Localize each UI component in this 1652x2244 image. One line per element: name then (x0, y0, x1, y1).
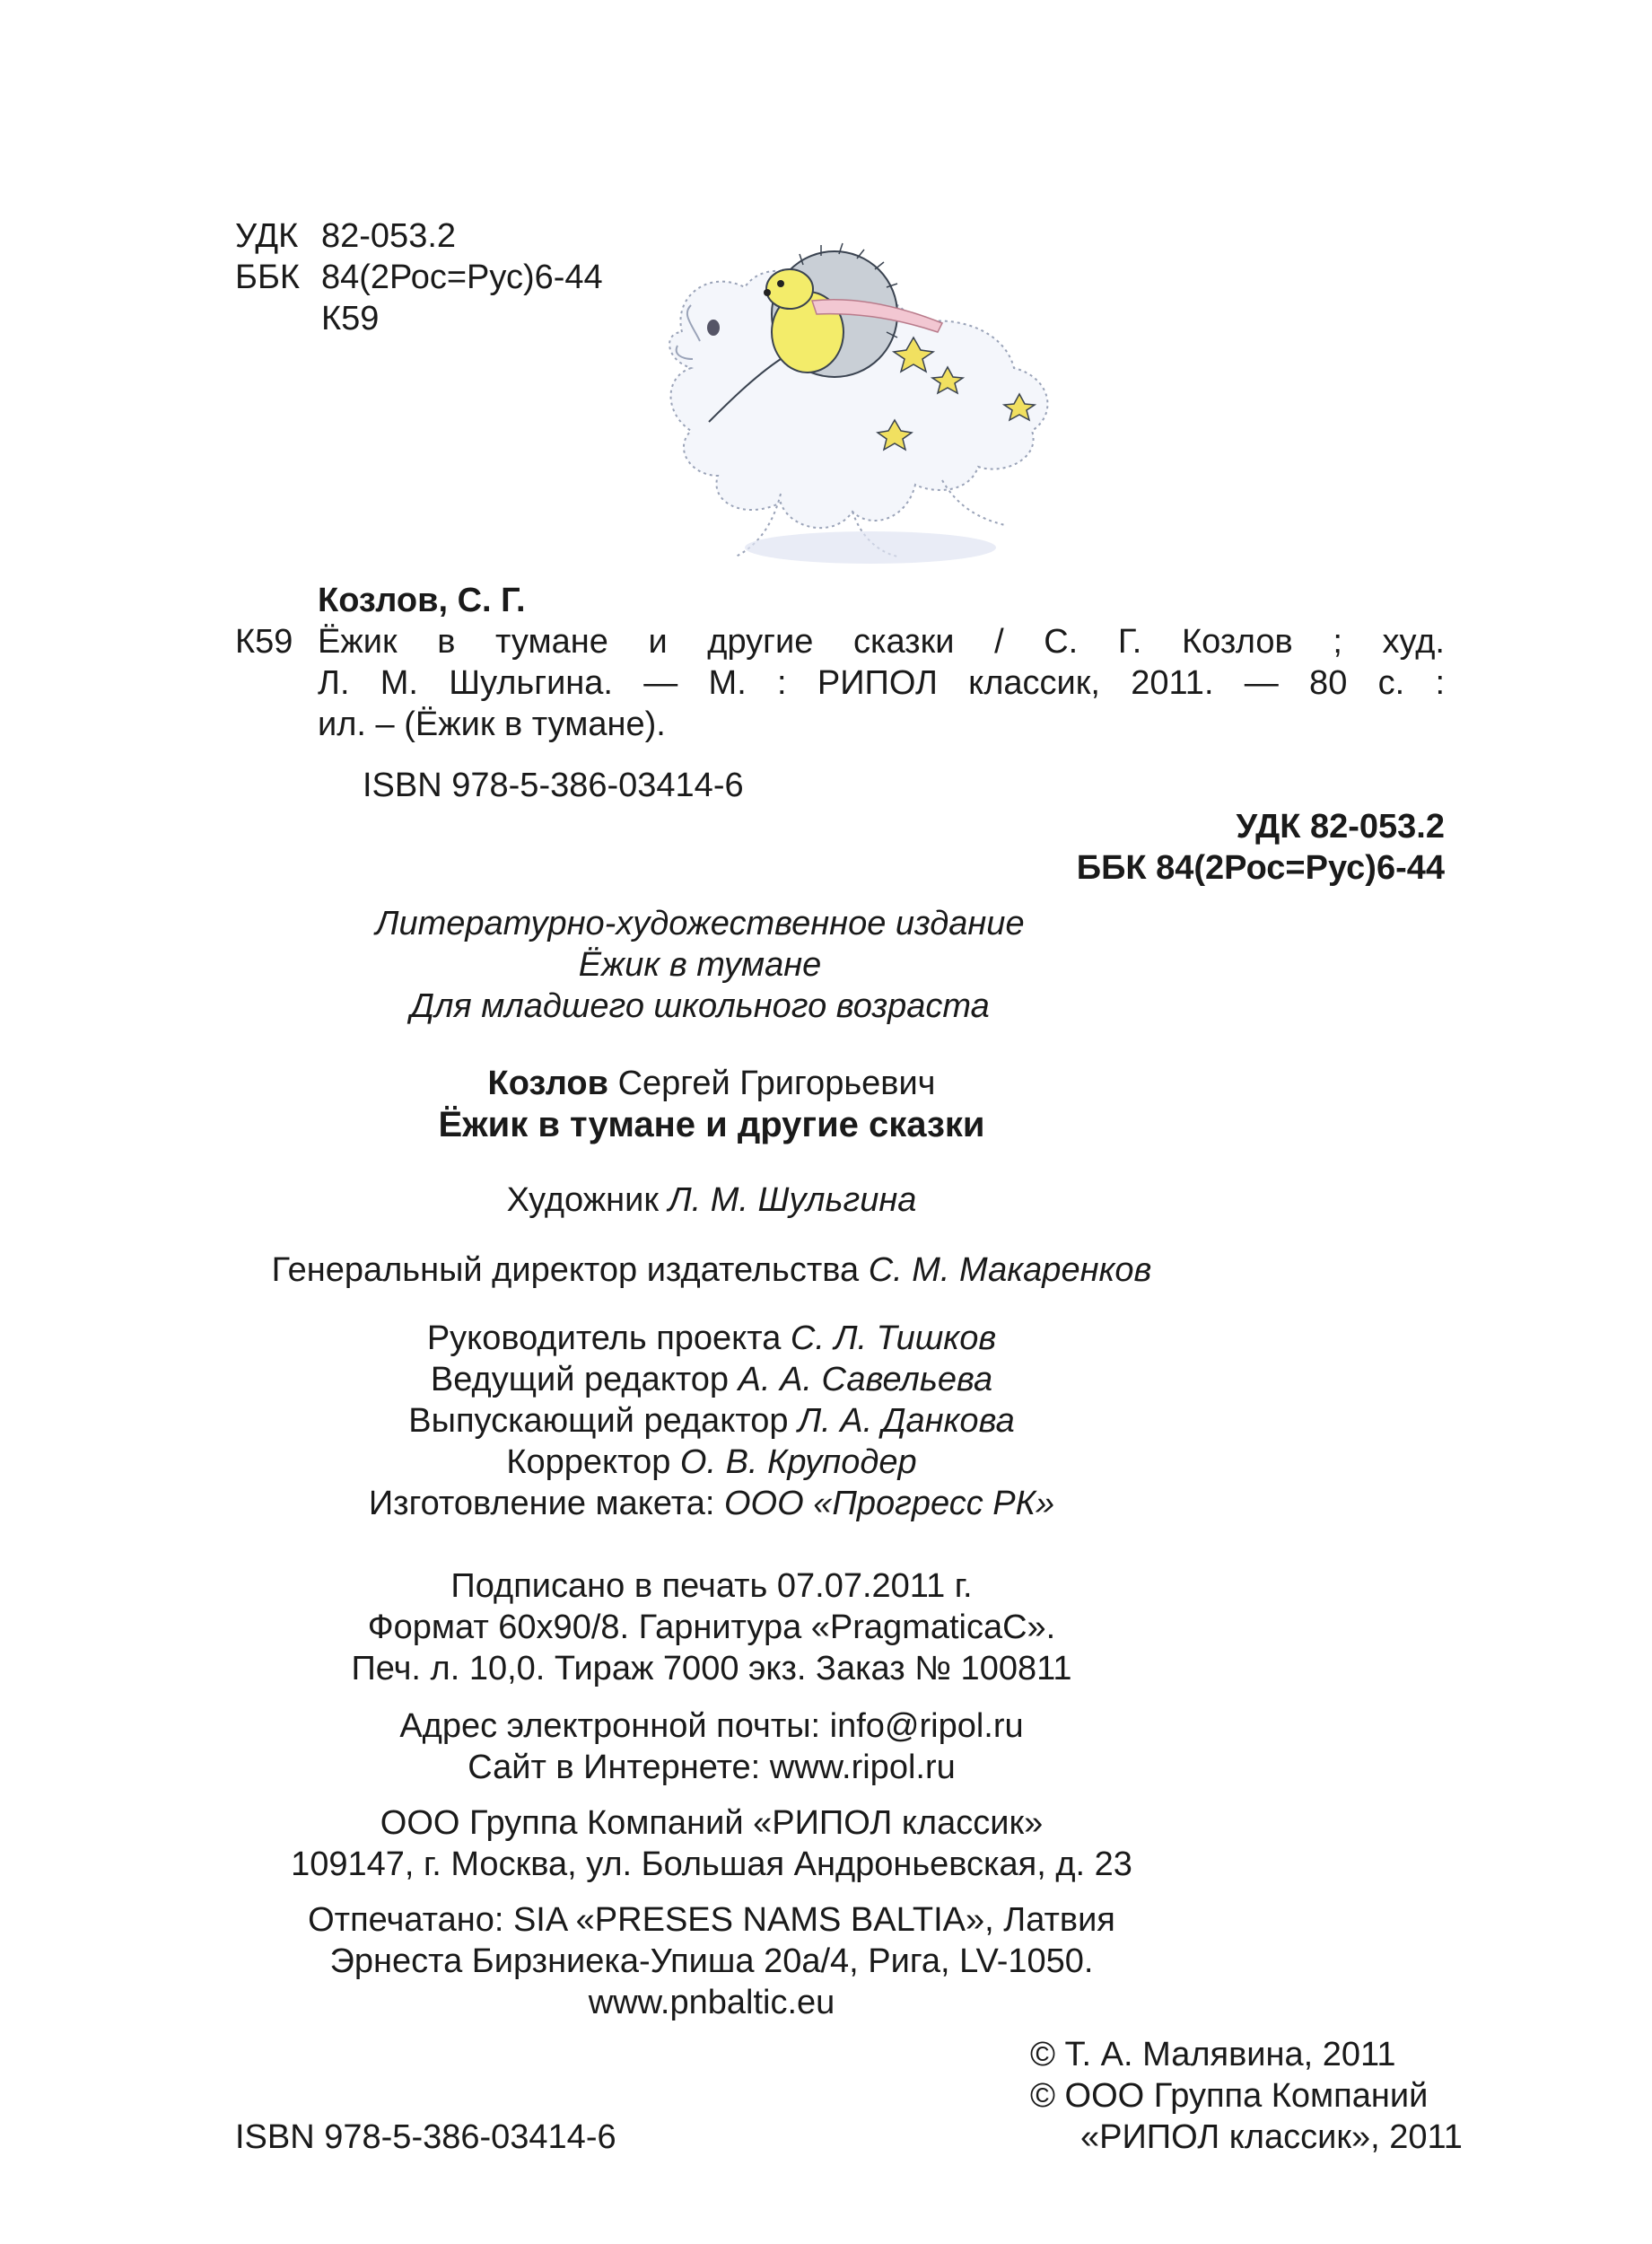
printer (0, 1899, 1423, 2023)
corrector-label: Корректор (506, 1443, 671, 1481)
copyright-line-1: © Т. А. Малявина, 2011 (1030, 2036, 1396, 2073)
author-given-names: Сергей Григорьевич (617, 1065, 936, 1102)
publisher-name: ООО Группа Компаний «РИПОЛ классик» (380, 1804, 1044, 1842)
udk-value: 82-053.2 (321, 217, 457, 255)
card-author-heading: Козлов, С. Г. (318, 582, 526, 619)
edition-block (0, 903, 1400, 1027)
copyright-line-2: © ООО Группа Компаний (1030, 2077, 1429, 2115)
printer-line-3: www.pnbaltic.eu (588, 1984, 835, 2021)
book-title: Ёжик в тумане и другие сказки (438, 1105, 985, 1144)
card-description-line-1: Ёжик в тумане и другие сказки / С. Г. Козлов ; худ. (318, 623, 1445, 661)
card-description-line-3: ил. – (Ёжик в тумане). (318, 706, 666, 743)
author-block (0, 1063, 1423, 1145)
layout-name: ООО «Прогресс РК» (723, 1485, 1055, 1522)
card-description-line-2: Л. М. Шульгина. — М. : РИПОЛ классик, 2011. — 80 с. : (318, 664, 1445, 702)
footer-isbn: ISBN 978-5-386-03414-6 (235, 2118, 616, 2156)
author-name (0, 1063, 1423, 1104)
edition-type: Литературно-художественное издание (375, 905, 1025, 942)
bbk-label: ББК (235, 259, 301, 296)
card-isbn: ISBN 978-5-386-03414-6 (363, 767, 744, 804)
director-name: С. М. Макаренков (868, 1251, 1152, 1289)
contacts (0, 1705, 1423, 1788)
artist-line (0, 1179, 1423, 1221)
release-editor-name: Л. А. Данкова (798, 1402, 1015, 1440)
artist-label: Художник (506, 1181, 659, 1219)
author-mark: К59 (321, 300, 380, 337)
lead-editor-name: А. А. Савельева (738, 1361, 993, 1398)
contact-email: Адрес электронной почты: info@ripol.ru (399, 1707, 1024, 1745)
printer-line-2: Эрнеста Бирзниека-Упиша 20а/4, Рига, LV-1050. (329, 1942, 1094, 1980)
right-bbk: ББК 84(2Рос=Рус)6-44 (1076, 849, 1445, 887)
contact-site: Сайт в Интернете: www.ripol.ru (468, 1749, 956, 1786)
card-description (318, 621, 1445, 745)
project-label: Руководитель проекта (426, 1319, 782, 1357)
udk-label: УДК (235, 217, 299, 255)
director-line (0, 1249, 1423, 1291)
release-editor-label: Выпускающий редактор (408, 1402, 789, 1440)
hedgehog-on-cloud-illustration (646, 224, 1077, 583)
project-name: С. Л. Тишков (790, 1319, 997, 1357)
publisher-address: 109147, г. Москва, ул. Большая Андроньевская, д. 23 (291, 1845, 1132, 1883)
printer-line-1: Отпечатано: SIA «PRESES NAMS BALTIA», Латвия (308, 1901, 1115, 1939)
card-mark: К59 (235, 623, 293, 661)
edition-audience: Для младшего школьного возраста (410, 987, 990, 1025)
print-format: Формат 60x90/8. Гарнитура «PragmaticaC». (367, 1608, 1056, 1646)
corrector-name: О. В. Круподер (679, 1443, 917, 1481)
edition-series: Ёжик в тумане (578, 946, 822, 984)
right-classification (1077, 806, 1445, 889)
director-label: Генеральный директор издательства (271, 1251, 860, 1289)
staff-block (0, 1318, 1423, 1524)
copyright-block (1030, 2034, 1463, 2158)
copyright-line-3: «РИПОЛ классик», 2011 (1080, 2118, 1463, 2156)
layout-label: Изготовление макета: (368, 1485, 715, 1522)
udk-block (235, 215, 603, 339)
lead-editor-label: Ведущий редактор (430, 1361, 730, 1398)
print-run: Печ. л. 10,0. Тираж 7000 экз. Заказ № 100811 (351, 1650, 1072, 1687)
author-surname: Козлов (487, 1065, 609, 1102)
right-udk: УДК 82-053.2 (1236, 808, 1445, 846)
publisher (0, 1802, 1423, 1885)
artist-name: Л. М. Шульгина (668, 1181, 917, 1219)
print-info (0, 1565, 1423, 1689)
bbk-value: 84(2Рос=Рус)6-44 (321, 259, 603, 296)
print-signed: Подписано в печать 07.07.2011 г. (450, 1567, 973, 1605)
